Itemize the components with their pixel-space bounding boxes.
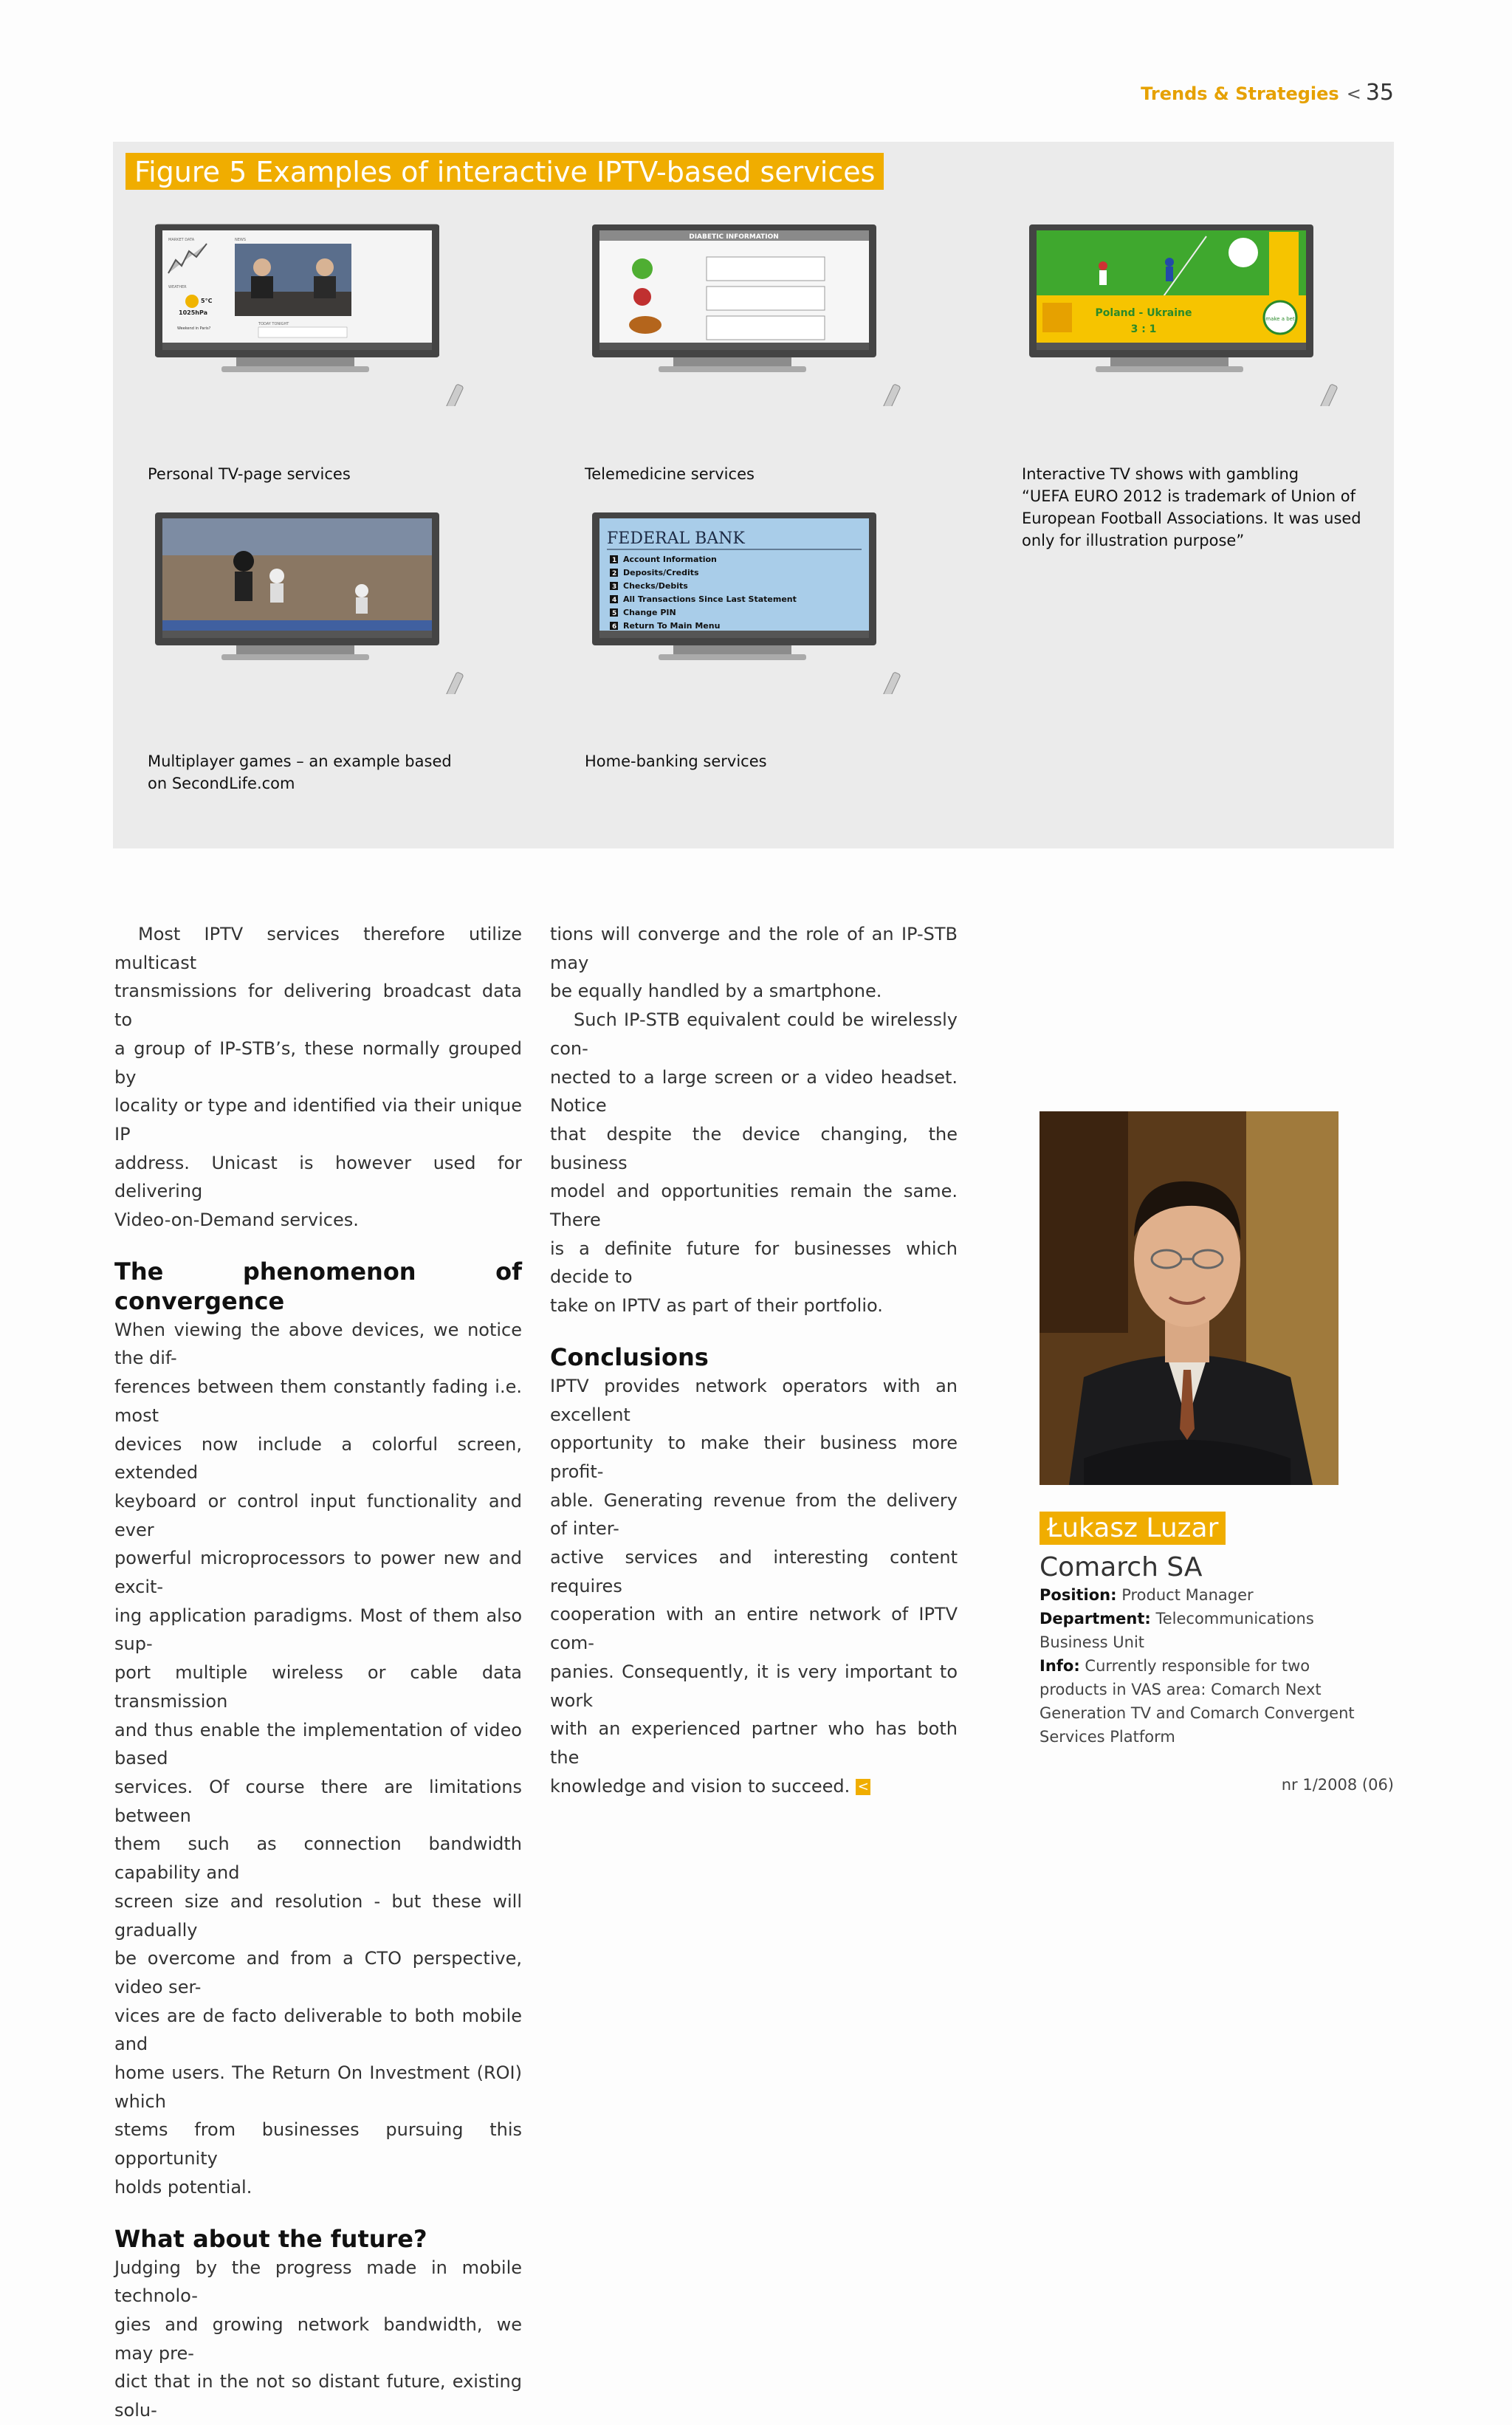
text-line: be equally handled by a smartphone. xyxy=(550,981,882,1002)
menu-item-5: Change PIN xyxy=(623,608,676,617)
heading-convergence: The phenomenon of convergence xyxy=(114,1257,522,1315)
article-column-2 xyxy=(550,920,958,1800)
match-teams: Poland - Ukraine xyxy=(1095,307,1192,319)
article-column-1 xyxy=(114,920,522,2425)
end-of-article-icon: < xyxy=(856,1779,870,1795)
paragraph-convergence xyxy=(114,1316,522,2202)
text-line: ferences between them constantly fading i.e. most xyxy=(114,1376,522,1426)
weather-pressure: 1025hPa xyxy=(179,309,208,316)
text-line: services. Of course there are limitations between xyxy=(114,1776,522,1826)
author-department xyxy=(1040,1607,1357,1630)
tv-gambling xyxy=(1022,222,1339,406)
department-label: Department: xyxy=(1040,1610,1151,1627)
text-line: locality or type and identified via their unique IP xyxy=(114,1095,522,1145)
caption-telemedicine: Telemedicine services xyxy=(585,465,755,483)
info-value-line: Services Platform xyxy=(1040,1728,1175,1746)
text-line: holds potential. xyxy=(114,2176,252,2198)
author-details xyxy=(1040,1583,1357,1749)
text-line: gies and growing network bandwidth, we may pre- xyxy=(114,2313,522,2364)
heading-future: What about the future? xyxy=(114,2224,427,2253)
tv-personal-page xyxy=(148,222,465,406)
paragraph-intro xyxy=(114,920,522,1235)
text-line: Judging by the progress made in mobile technolo- xyxy=(114,2257,522,2307)
menu-item-4: All Transactions Since Last Statement xyxy=(623,594,797,604)
position-label: Position: xyxy=(1040,1586,1117,1604)
text-line: address. Unicast is however used for delivering xyxy=(114,1152,522,1202)
bet-label: make a bet xyxy=(1265,316,1295,322)
text-line: model and opportunities remain the same. There xyxy=(550,1181,958,1231)
chevron-left-icon: < xyxy=(1346,83,1361,104)
svg-text:1: 1 xyxy=(612,557,617,564)
text-line: When viewing the above devices, we notice the dif- xyxy=(114,1319,522,1369)
text-line: tions will converge and the role of an IP-STB may xyxy=(550,924,958,973)
text-line: keyboard or control input functionality and ever xyxy=(114,1490,522,1540)
text-line: opportunity to make their business more profit- xyxy=(550,1433,958,1482)
heading-conclusions: Conclusions xyxy=(550,1342,709,1371)
info-value: Currently responsible for two xyxy=(1085,1657,1310,1675)
text-line: devices now include a colorful screen, extended xyxy=(114,1433,522,1484)
page-number: 35 xyxy=(1365,80,1394,106)
text-line: knowledge and vision to succeed. xyxy=(550,1775,850,1797)
menu-item-3: Checks/Debits xyxy=(623,581,688,591)
text-line: ing application paradigms. Most of them also sup- xyxy=(114,1605,522,1655)
text-line: is a definite future for businesses which decide to xyxy=(550,1238,958,1288)
running-header xyxy=(1141,80,1394,106)
weather-label: WEATHER xyxy=(168,285,187,289)
tv-multiplayer xyxy=(148,510,465,694)
tv-home-banking xyxy=(585,510,902,694)
author-photo xyxy=(1040,1111,1339,1485)
text-line: powerful microprocessors to power new and excit- xyxy=(114,1548,522,1598)
svg-text:2: 2 xyxy=(612,570,617,577)
text-line: transmissions for delivering broadcast data to xyxy=(114,981,522,1031)
menu-item-1: Account Information xyxy=(623,555,717,564)
text-line: that despite the device changing, the business xyxy=(550,1123,958,1173)
caption-line: Interactive TV shows with gambling xyxy=(1022,465,1299,483)
author-info-text xyxy=(1040,1654,1357,1678)
text-line: Such IP-STB equivalent could be wirelessly con- xyxy=(550,1009,958,1059)
text-line: active services and interesting content requires xyxy=(550,1547,958,1596)
svg-text:4: 4 xyxy=(612,597,617,604)
today-label: TODAY TONIGHT xyxy=(258,322,289,326)
news-label: NEWS xyxy=(235,238,247,242)
text-line: IPTV provides network operators with an excellent xyxy=(550,1375,958,1425)
text-line: cooperation with an entire network of IPTV com- xyxy=(550,1604,958,1654)
text-line: them such as connection bandwidth capability and xyxy=(114,1834,522,1884)
svg-text:3: 3 xyxy=(612,583,617,591)
match-score: 3 : 1 xyxy=(1130,323,1157,335)
text-line: with an experienced partner who has both the xyxy=(550,1718,958,1768)
caption-home-banking: Home-banking services xyxy=(585,752,767,770)
section-name: Trends & Strategies xyxy=(1141,83,1339,104)
department-value: Telecommunications xyxy=(1155,1610,1314,1627)
tv-telemedicine xyxy=(585,222,902,406)
text-line: vices are de facto deliverable to both mobile and xyxy=(114,2005,522,2055)
svg-text:5: 5 xyxy=(612,610,617,617)
caption-line: only for illustration purpose” xyxy=(1022,532,1245,549)
caption-line: on SecondLife.com xyxy=(148,775,295,792)
author-name: Łukasz Luzar xyxy=(1040,1512,1226,1545)
diabetic-header: DIABETIC INFORMATION xyxy=(689,233,779,241)
info-value-line: products in VAS area: Comarch Next xyxy=(1040,1681,1322,1698)
bank-name: FEDERAL BANK xyxy=(607,529,745,548)
caption-line: Multiplayer games – an example based xyxy=(148,752,452,770)
caption-multiplayer xyxy=(148,750,502,795)
paragraph-ipstb xyxy=(550,1006,958,1320)
text-line: port multiple wireless or cable data transmission xyxy=(114,1662,522,1712)
svg-text:6: 6 xyxy=(612,623,617,631)
text-line: able. Generating revenue from the delivery of inter- xyxy=(550,1489,958,1540)
paragraph-conclusions xyxy=(550,1372,958,1801)
caption-personal-tv: Personal TV-page services xyxy=(148,465,351,483)
text-line: dict that in the not so distant future, existing solu- xyxy=(114,2371,522,2421)
department-value-line: Business Unit xyxy=(1040,1633,1145,1651)
paragraph-continuation xyxy=(550,920,958,1006)
text-line: Video-on-Demand services. xyxy=(114,1210,359,1231)
text-line: be overcome and from a CTO perspective, video ser- xyxy=(114,1948,522,1997)
text-line: screen size and resolution - but these will gradually xyxy=(114,1890,522,1941)
caption-line: “UEFA EURO 2012 is trademark of Union of xyxy=(1022,487,1356,505)
info-value-line: Generation TV and Comarch Convergent xyxy=(1040,1704,1355,1722)
weather-temp: 5°C xyxy=(201,298,213,304)
caption-gambling xyxy=(1022,463,1376,552)
market-label: MARKET DATA xyxy=(168,238,195,242)
author-company: Comarch SA xyxy=(1040,1552,1203,1582)
text-line: and thus enable the implementation of video based xyxy=(114,1719,522,1769)
text-line: take on IPTV as part of their portfolio. xyxy=(550,1295,883,1317)
weekend-question: Weekend in Paris? xyxy=(177,326,211,331)
caption-line: European Football Associations. It was used xyxy=(1022,510,1361,527)
text-line: home users. The Return On Investment (ROI) which xyxy=(114,2062,522,2112)
info-label: Info: xyxy=(1040,1657,1080,1675)
text-line: nected to a large screen or a video headset. Notice xyxy=(550,1066,958,1117)
paragraph-future xyxy=(114,2254,522,2425)
author-position xyxy=(1040,1583,1357,1607)
position-value: Product Manager xyxy=(1121,1586,1254,1604)
text-line: stems from businesses pursuing this opportunity xyxy=(114,2119,522,2170)
text-line: Most IPTV services therefore utilize multicast xyxy=(114,924,522,973)
text-line: a group of IP-STB’s, these normally grouped by xyxy=(114,1037,522,1088)
figure-title: Figure 5 Examples of interactive IPTV-based services xyxy=(126,153,884,190)
menu-item-6: Return To Main Menu xyxy=(623,621,721,631)
issue-number: nr 1/2008 (06) xyxy=(1281,1776,1394,1794)
text-line: panies. Consequently, it is very important to work xyxy=(550,1661,958,1711)
menu-item-2: Deposits/Credits xyxy=(623,568,699,577)
